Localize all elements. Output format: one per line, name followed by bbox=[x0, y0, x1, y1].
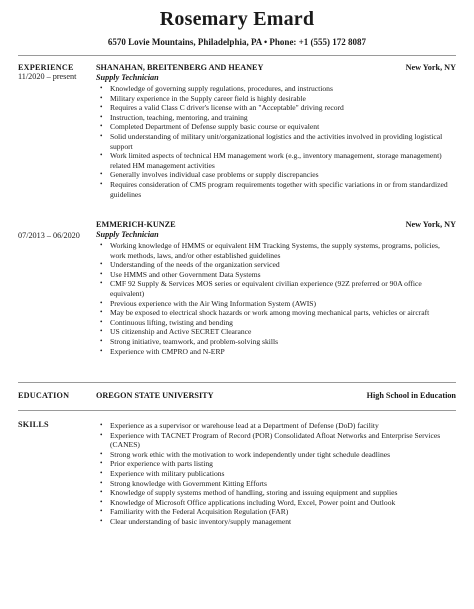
list-item: • CMF 92 Supply & Services MOS series or equivalent civilian experience (92Z preferred or 90A office equivalent) bbox=[100, 279, 422, 298]
job-2-title: Supply Technician bbox=[96, 230, 159, 239]
list-item: • Knowledge of supply systems method of handling, storing and issuing equipment and supplies bbox=[100, 488, 398, 498]
list-item: • Completed Department of Defense supply basic course or equivalent bbox=[100, 122, 320, 132]
education-divider bbox=[18, 410, 456, 411]
list-item: • Experience with military publications bbox=[100, 468, 225, 478]
list-item: • Generally involves individual case problems or supply discrepancies bbox=[100, 170, 319, 180]
list-item: • Familiarity with the Federal Acquisition Regulation (FAR) bbox=[100, 507, 289, 517]
list-item: • Understanding of the needs of the organization serviced bbox=[100, 260, 280, 270]
education-school: OREGON STATE UNIVERSITY bbox=[96, 391, 214, 400]
list-item: • Requires consideration of CMS program requirements together with specific variations in or from standardized guidelines bbox=[100, 179, 448, 199]
experience-divider bbox=[18, 382, 456, 383]
job-2-location: New York, NY bbox=[405, 220, 456, 229]
job-1-bullet-list bbox=[96, 84, 454, 199]
list-item: • Requires a valid Class C driver's license with an "Acceptable" driving record bbox=[100, 103, 344, 113]
list-item: • May be exposed to electrical shock hazards or work among moving mechanical parts, vehicles or aircraft bbox=[100, 308, 430, 318]
list-item: • Experience with TACNET Program of Record (POR) Consolidated Afloat Networks and Enterprise Services (CANES) bbox=[100, 430, 441, 450]
header-divider bbox=[18, 55, 456, 56]
list-item: • US citizenship and Active SECRET Clearance bbox=[100, 327, 252, 337]
list-item: • Strong initiative, teamwork, and problem-solving skills bbox=[100, 336, 279, 346]
list-item: • Solid understanding of military unit/organizational logistics and the activities involved in providing logistical support bbox=[100, 131, 443, 151]
list-item: • Strong knowledge with Government Kitting Efforts bbox=[100, 478, 267, 488]
contact-line: 6570 Lovie Mountains, Philadelphia, PA • Phone: +1 (555) 172 8087 bbox=[107, 37, 367, 47]
job-1-location: New York, NY bbox=[405, 63, 456, 72]
list-item: • Previous experience with the Air Wing Information System (AWIS) bbox=[100, 298, 317, 308]
job-2-dates: 07/2013 – 06/2020 bbox=[18, 231, 80, 240]
skills-heading: SKILLS bbox=[18, 420, 49, 429]
job-1-title: Supply Technician bbox=[96, 73, 159, 82]
list-item: • Working knowledge of HMMS or equivalent HM Tracking Systems, the supply systems, programs, policies, work methods, laws, and/or other established guidelines bbox=[100, 241, 440, 260]
job-1-dates: 11/2020 – present bbox=[18, 72, 77, 81]
list-item: • Work limited aspects of technical HM management work (e.g., inventory management, storage management) related HM management activities bbox=[100, 151, 442, 170]
list-item: • Instruction, teaching, mentoring, and training bbox=[100, 112, 248, 122]
list-item: • Clear understanding of basic inventory/supply management bbox=[100, 516, 292, 526]
list-item: • Knowledge of Microsoft Office applications including Word, Excel, Power point and Outlook bbox=[100, 497, 396, 507]
list-item: • Continuous lifting, twisting and bending bbox=[100, 317, 233, 327]
candidate-name: Rosemary Emard bbox=[159, 8, 315, 30]
education-heading: EDUCATION bbox=[18, 391, 70, 400]
job-2-bullet-list bbox=[96, 241, 454, 356]
education-degree: High School in Education bbox=[366, 391, 456, 400]
list-item: • Prior experience with parts listing bbox=[100, 459, 213, 469]
list-item: • Knowledge of governing supply regulations, procedures, and instructions bbox=[100, 84, 333, 93]
skills-bullet-list bbox=[96, 421, 454, 527]
list-item: • Strong work ethic with the motivation to work independently under tight schedule deadlines bbox=[100, 449, 391, 459]
job-2-employer: EMMERICH-KUNZE bbox=[96, 220, 176, 229]
job-1-employer: SHANAHAN, BREITENBERG AND HEANEY bbox=[96, 63, 264, 72]
list-item: • Use HMMS and other Government Data Systems bbox=[100, 269, 261, 279]
list-item: • Military experience in the Supply career field is highly desirable bbox=[100, 93, 306, 103]
list-item: • Experience as a supervisor or warehouse lead at a Department of Defense (DoD) facility bbox=[100, 421, 379, 430]
list-item: • Experience with CMPRO and N-ERP bbox=[100, 346, 225, 356]
experience-heading: EXPERIENCE bbox=[18, 63, 74, 72]
